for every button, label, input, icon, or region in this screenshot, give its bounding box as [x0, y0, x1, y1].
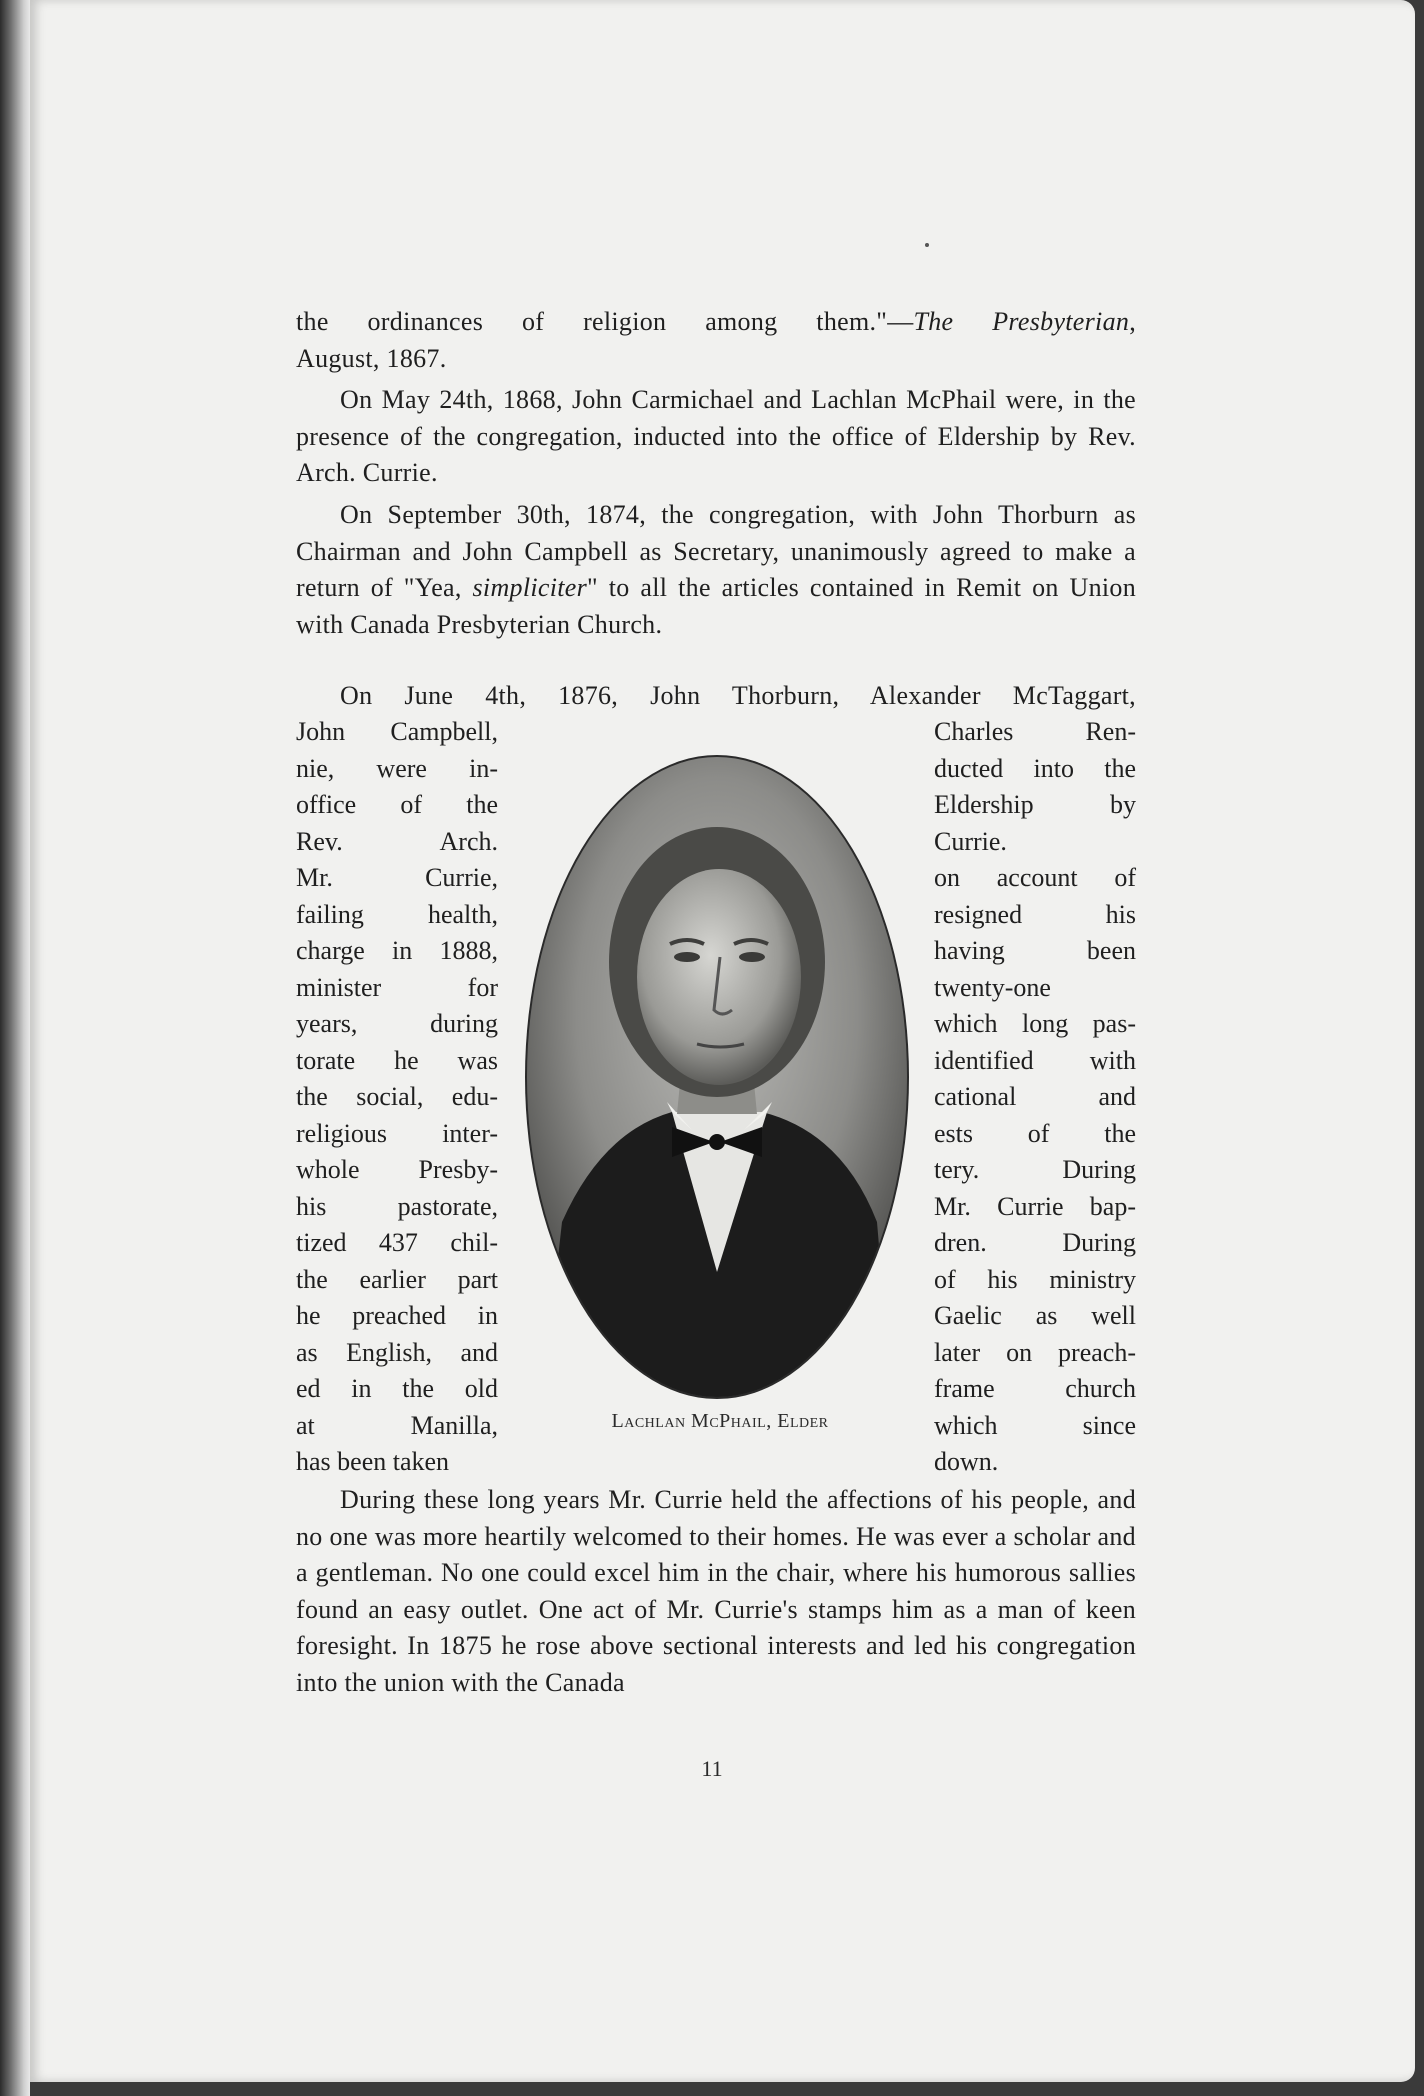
portrait-lachlan-mcphail — [522, 752, 912, 1402]
left-column-line: years, during — [296, 1009, 498, 1038]
right-column-line: down. — [934, 1447, 999, 1476]
left-column-line: minister for — [296, 972, 498, 1002]
right-column-line: Currie. — [934, 826, 1007, 856]
right-column-line: dren. During — [934, 1228, 1136, 1257]
left-text-column — [296, 714, 498, 1481]
paragraph-presbyterian-quote — [296, 304, 1136, 377]
left-column-line: Rev. Arch. — [296, 826, 498, 856]
right-column-line: frame church — [934, 1374, 1136, 1403]
right-column-line: ducted into the — [934, 753, 1136, 783]
left-column-line: nie, were in- — [296, 753, 498, 783]
left-column-line: religious inter- — [296, 1118, 498, 1148]
paragraph-1874-union-vote — [296, 497, 1136, 643]
right-column-line: tery. During — [934, 1155, 1136, 1184]
left-column-line: office of the — [296, 790, 498, 819]
left-column-line: at Manilla, — [296, 1410, 498, 1440]
right-column-line: Mr. Currie bap- — [934, 1191, 1136, 1221]
right-column-line: having been — [934, 936, 1136, 965]
right-text-column — [934, 714, 1136, 1481]
right-column-line: which since — [934, 1410, 1136, 1440]
right-column-line: Charles Ren- — [934, 717, 1136, 746]
left-column-line: as English, and — [296, 1337, 498, 1367]
quote-text: the ordinances of religion among them."— — [296, 307, 914, 336]
right-column-line: ests of the — [934, 1118, 1136, 1148]
left-column-line: his pastorate, — [296, 1191, 498, 1221]
right-column-line: twenty-one — [934, 972, 1051, 1002]
left-column-line: ed in the old — [296, 1374, 498, 1403]
right-column-line: later on preach- — [934, 1337, 1136, 1367]
right-column-line: identified with — [934, 1045, 1136, 1075]
left-column-line: torate he was — [296, 1045, 498, 1075]
left-column-line: the earlier part — [296, 1264, 498, 1294]
right-column-line: of his ministry — [934, 1264, 1136, 1294]
left-column-line: tized 437 chil- — [296, 1228, 498, 1257]
left-column-line: failing health, — [296, 899, 498, 929]
book-spine — [0, 0, 30, 2096]
left-column-line: John Campbell, — [296, 717, 498, 746]
quote-punct: , — [1129, 307, 1136, 336]
left-column-line: Mr. Currie, — [296, 863, 498, 892]
right-column-line: Gaelic as well — [934, 1301, 1136, 1330]
paragraph-1868-induction: On May 24th, 1868, John Carmichael and Lachlan McPhail were, in the presence of the congregation, inducted into the office of Eldership by Rev. Arch. Currie. — [296, 385, 1136, 487]
portrait-caption: Lachlan McPhail, Elder — [611, 1410, 829, 1432]
right-column-line: cational and — [934, 1082, 1136, 1111]
right-column-line: on account of — [934, 863, 1136, 892]
quote-date: August, 1867. — [296, 343, 447, 373]
left-column-line: whole Presby- — [296, 1155, 498, 1184]
source-title: The Presbyterian — [913, 307, 1130, 336]
paragraph-currie-tribute: During these long years Mr. Currie held the affections of his people, and no one was more heartily welcomed to their homes. He was ever a scholar and a gentleman. No one could excel him in the chair, where his humorous sallies found an easy outlet. One act of Mr. Currie's stamps him as a man of keen foresight. In 1875 he rose above sectional interests and led his congregation into the union with the Canada — [296, 1485, 1136, 1697]
paragraph-1876-intro: On June 4th, 1876, John Thorburn, Alexander McTaggart, — [340, 681, 1136, 710]
left-column-line: the social, edu- — [296, 1082, 498, 1111]
left-column-line: charge in 1888, — [296, 936, 498, 965]
right-column-line: resigned his — [934, 899, 1136, 929]
page-number: 11 — [701, 1756, 723, 1781]
para3-text-a: On September 30th, 1874, the congregation, with John Thorburn as Chairman and John Campbell as Secretary, unanimously agreed to make a return of "Yea, — [296, 500, 1136, 602]
right-column-line: which long pas- — [934, 1009, 1136, 1038]
right-column-line: Eldership by — [934, 790, 1136, 819]
left-column-line: has been taken — [296, 1447, 450, 1476]
para3-text-c: " to all the articles contained in Remit on Union with Canada Presbyterian Church. — [296, 573, 1136, 639]
print-speck — [925, 243, 929, 247]
para3-latin: simpliciter — [472, 573, 588, 602]
left-column-line: he preached in — [296, 1301, 498, 1330]
